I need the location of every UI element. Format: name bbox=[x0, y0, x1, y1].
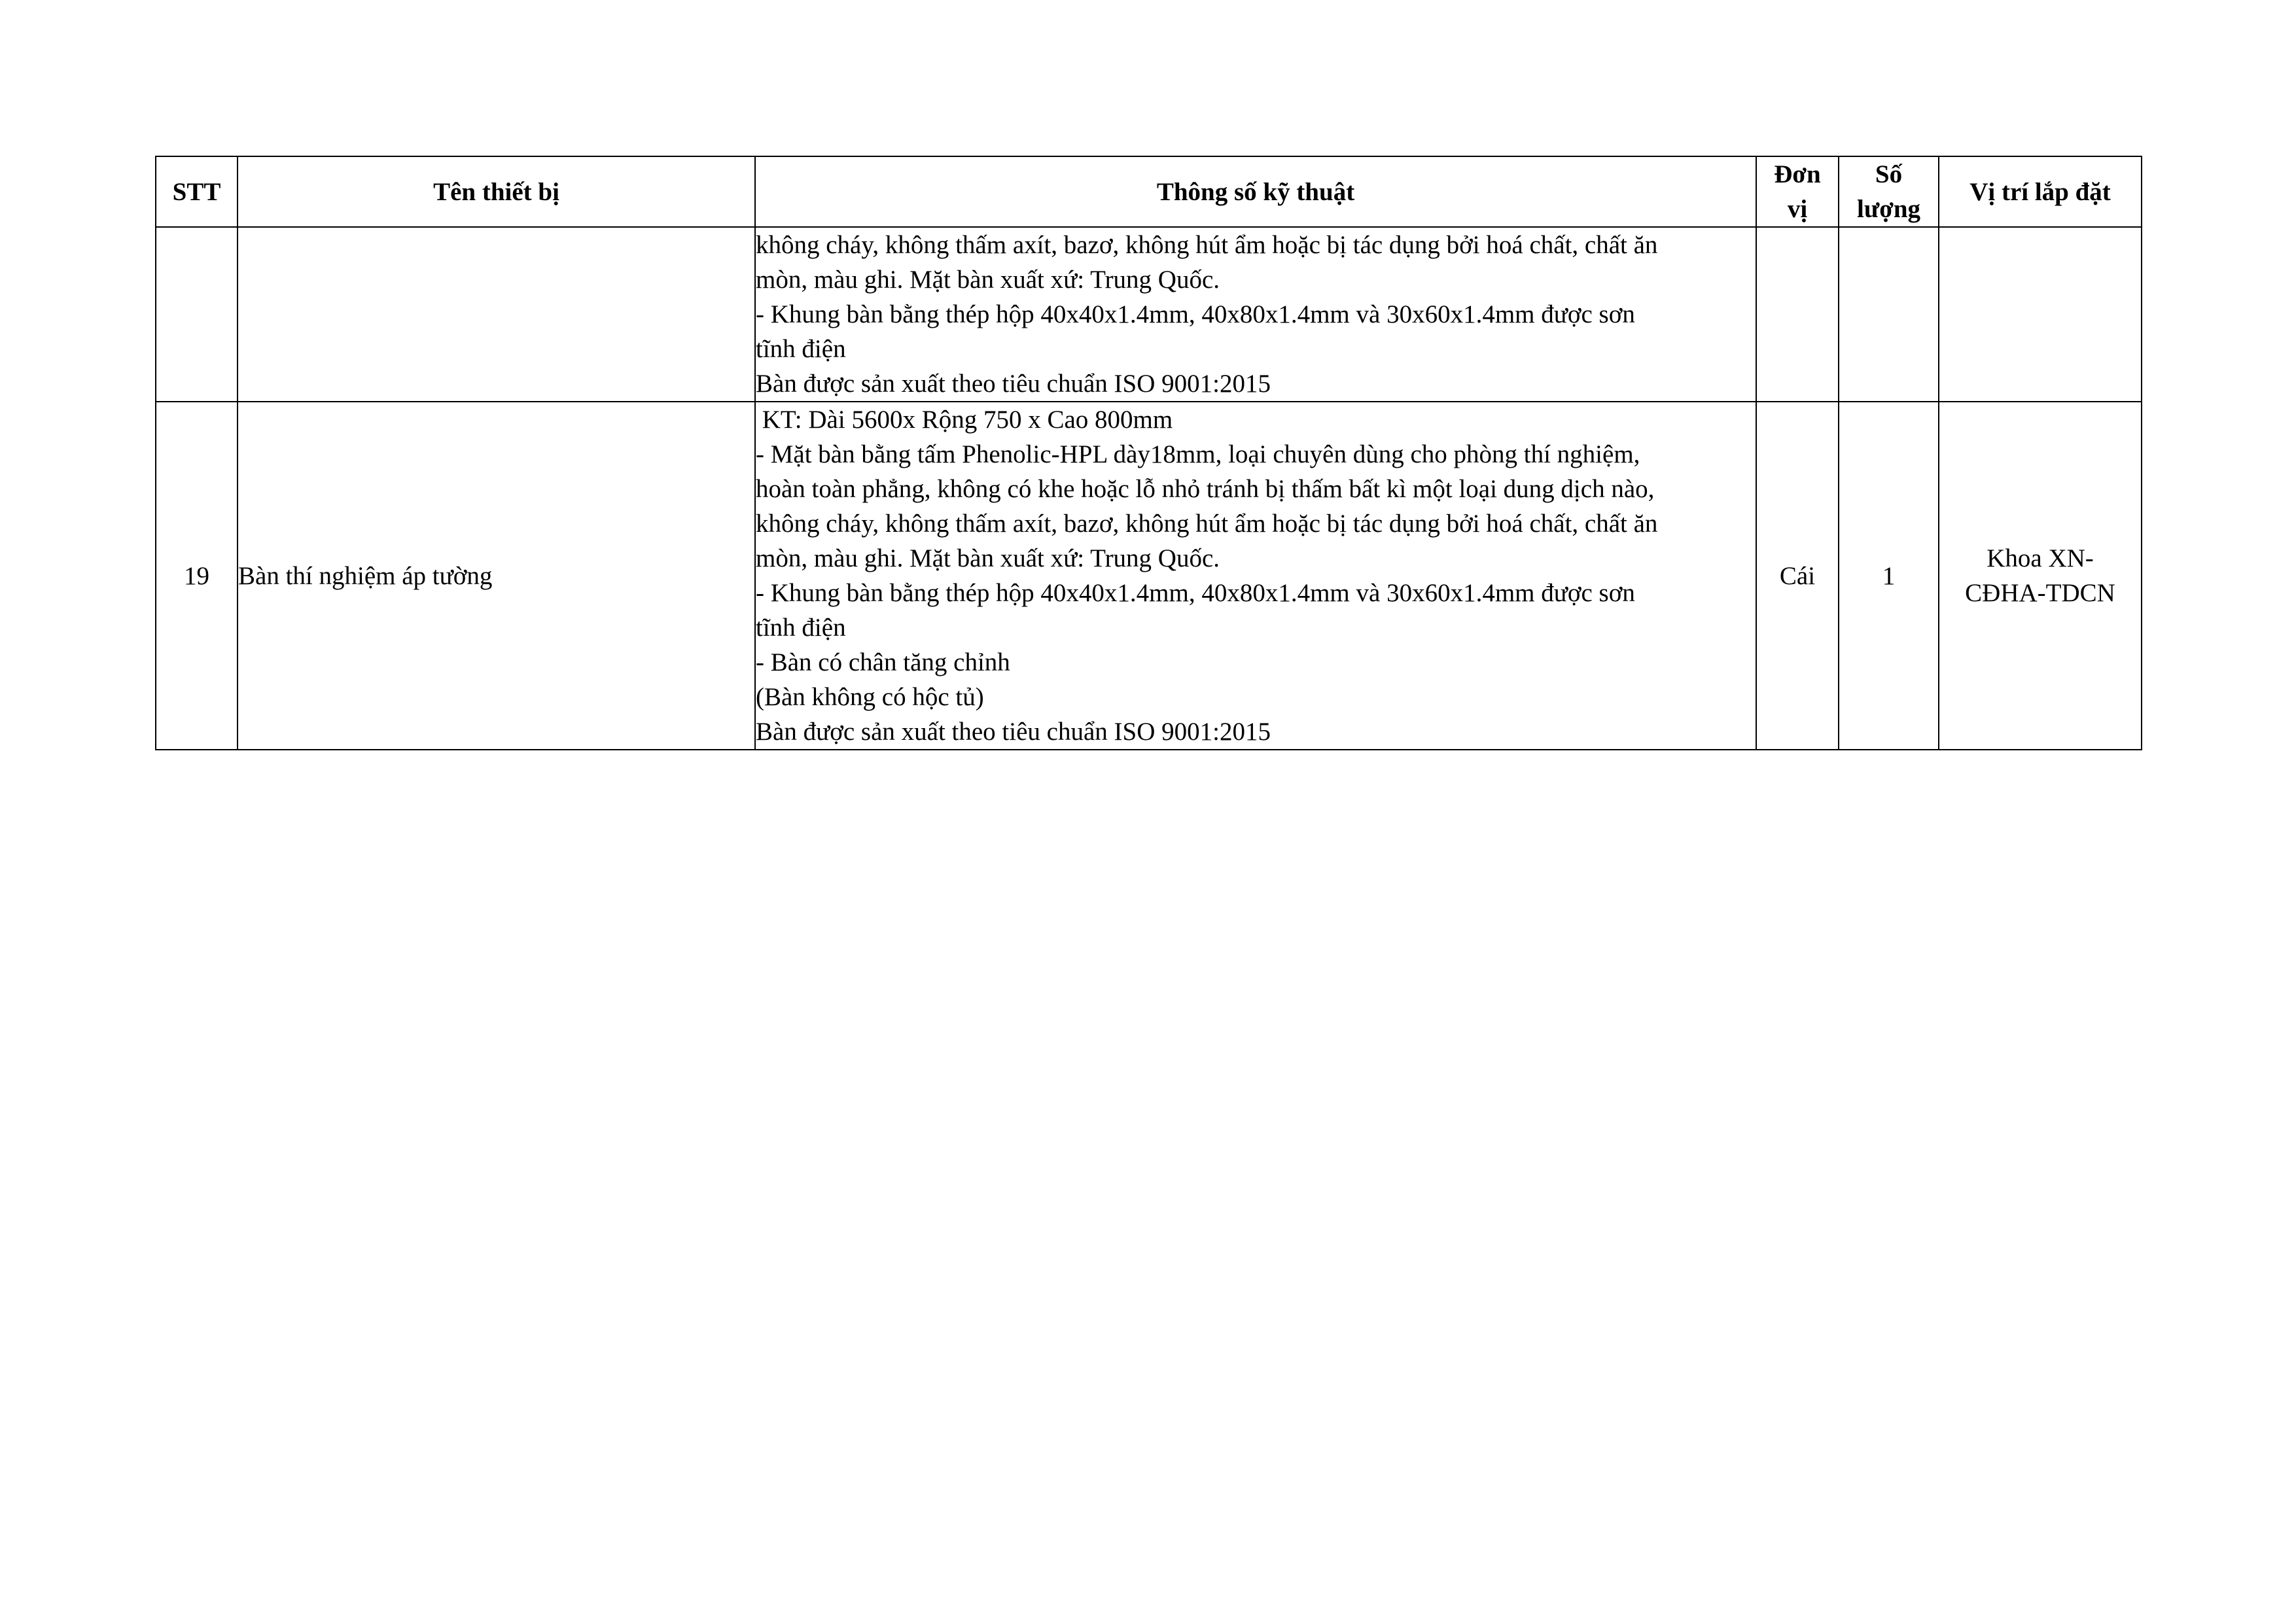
table-row bbox=[156, 227, 2142, 402]
equipment-spec-table bbox=[155, 156, 2142, 750]
spec-line: (Bàn không có hộc tủ) bbox=[756, 683, 984, 711]
cell-device-name: Bàn thí nghiệm áp tường bbox=[238, 402, 755, 750]
header-quantity-line: lượng bbox=[1856, 195, 1921, 223]
header-quantity bbox=[1839, 156, 1939, 227]
spec-line: - Mặt bàn bằng tấm Phenolic-HPL dày18mm, loại chuyên dùng cho phòng thí nghiệm, bbox=[756, 440, 1640, 468]
cell-install-location bbox=[1939, 227, 2142, 402]
spec-line: Bàn được sản xuất theo tiêu chuẩn ISO 9001:2015 bbox=[756, 718, 1271, 746]
spec-line: hoàn toàn phẳng, không có khe hoặc lỗ nhỏ tránh bị thấm bất kì một loại dung dịch nào, bbox=[756, 475, 1655, 503]
spec-line: KT: Dài 5600x Rộng 750 x Cao 800mm bbox=[756, 406, 1173, 434]
spec-line: không cháy, không thấm axít, bazơ, không hút ẩm hoặc bị tác dụng bởi hoá chất, chất ăn bbox=[756, 231, 1658, 259]
cell-unit: Cái bbox=[1756, 402, 1839, 750]
header-install-location: Vị trí lắp đặt bbox=[1939, 156, 2142, 227]
cell-technical-specs bbox=[755, 402, 1756, 750]
table-row bbox=[156, 402, 2142, 750]
cell-stt bbox=[156, 227, 238, 402]
header-unit bbox=[1756, 156, 1839, 227]
cell-stt: 19 bbox=[156, 402, 238, 750]
header-unit-line: vị bbox=[1787, 195, 1808, 223]
header-unit-line: Đơn bbox=[1774, 160, 1821, 188]
table-header-row bbox=[156, 156, 2142, 227]
cell-device-name bbox=[238, 227, 755, 402]
location-line: Khoa XN- bbox=[1987, 544, 2094, 572]
header-quantity-line: Số bbox=[1875, 160, 1903, 188]
spec-line: - Bàn có chân tăng chỉnh bbox=[756, 648, 1010, 676]
cell-quantity: 1 bbox=[1839, 402, 1939, 750]
spec-line: tĩnh điện bbox=[756, 614, 846, 642]
spec-line: - Khung bàn bằng thép hộp 40x40x1.4mm, 40x80x1.4mm và 30x60x1.4mm được sơn bbox=[756, 579, 1635, 607]
header-stt: STT bbox=[156, 156, 238, 227]
cell-quantity bbox=[1839, 227, 1939, 402]
spec-line: - Khung bàn bằng thép hộp 40x40x1.4mm, 40x80x1.4mm và 30x60x1.4mm được sơn bbox=[756, 300, 1635, 328]
spec-line: tĩnh điện bbox=[756, 335, 846, 363]
spec-line: mòn, màu ghi. Mặt bàn xuất xứ: Trung Quốc. bbox=[756, 266, 1220, 294]
cell-unit bbox=[1756, 227, 1839, 402]
header-technical-specs: Thông số kỹ thuật bbox=[755, 156, 1756, 227]
spec-line: Bàn được sản xuất theo tiêu chuẩn ISO 9001:2015 bbox=[756, 370, 1271, 398]
cell-install-location bbox=[1939, 402, 2142, 750]
location-line: CĐHA-TDCN bbox=[1965, 579, 2115, 607]
spec-line: mòn, màu ghi. Mặt bàn xuất xứ: Trung Quốc. bbox=[756, 544, 1220, 572]
header-device-name: Tên thiết bị bbox=[238, 156, 755, 227]
cell-technical-specs bbox=[755, 227, 1756, 402]
spec-line: không cháy, không thấm axít, bazơ, không hút ẩm hoặc bị tác dụng bởi hoá chất, chất ăn bbox=[756, 510, 1658, 538]
